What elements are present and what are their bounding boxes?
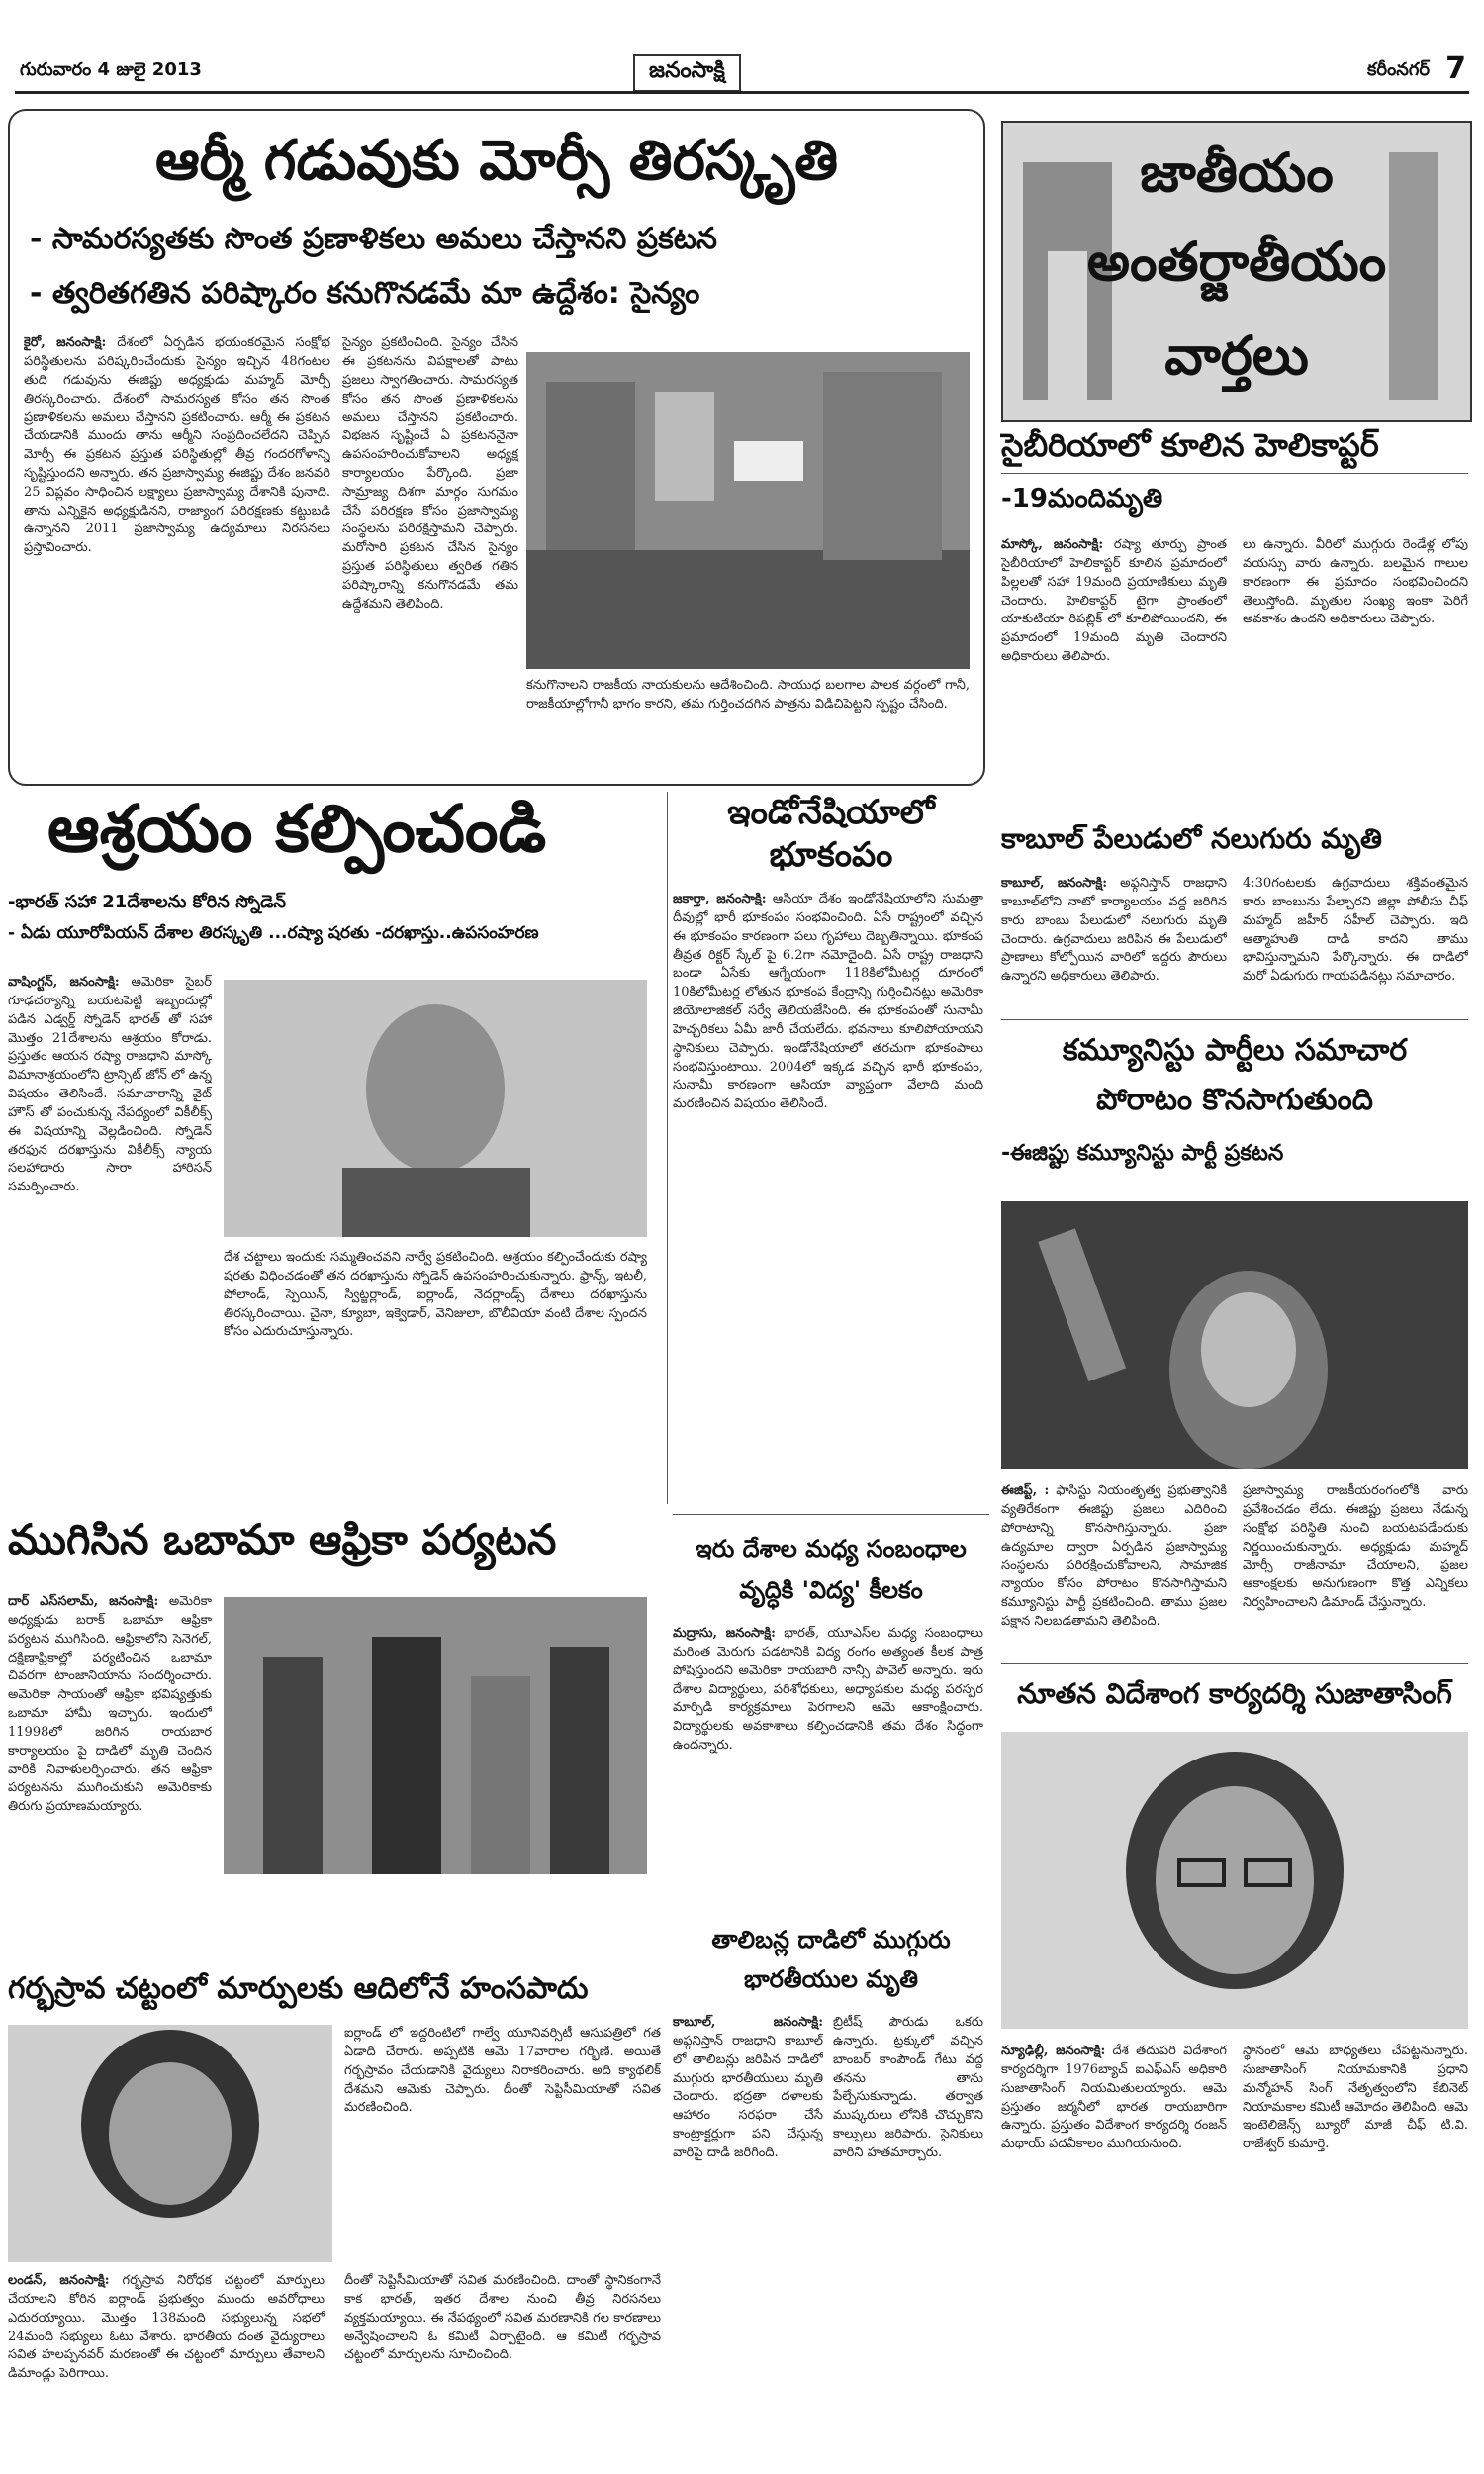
communist-dateline: ఈజిప్ట్, : [1001,1483,1050,1498]
egypt-story [8,109,985,786]
indonesia-story [673,792,989,1504]
kabul-headline: కాబూల్ పేలుడులో నలుగురు మృతి [1001,822,1382,855]
communist-column-1 [1001,1482,1227,1651]
badge-line-2: అంతర్జాతీయం [1086,231,1387,293]
obama-column-1 [8,1593,212,1950]
snowden-text-1: అమెరికా సైబర్ గూఢచర్యాన్ని బయటపెట్టి ఇబ్బందుల్లో పడిన ఎడ్వర్డ్ స్నోడెన్ భారత్ తో సహా మొత్తం 21దేశాలను ఆశ్రయం కోరాడు. ప్రస్తుతం ఆయన రష్యా రాజధాని మాస్కో విమానాశ్రయంలోని ట్రాన్సిట్ జోన్ లో ఉన్న విషయం తెలిసిందే. సమాచారాన్ని వైట్ హౌస్ తో పంచుకున్న నేపథ్యంలో వికీలీక్స్ ఈ విషయాన్ని వెల్లడించింది. స్నోడెన్ తరఫున దరఖాస్తును వికీలీక్స్ న్యాయ సలహాదారు సారా హారిసన్ సమర్పించారు. [8,975,212,1195]
india-us-column-1 [673,1625,983,1902]
egypt-dateline: కైరో, జనంసాక్షి: [24,335,107,350]
abortion-story [8,1969,661,2464]
sujatha-text-2: స్థానంలో ఆమె బాధ్యతలు చేపట్టనున్నారు. సుజాతాసింగ్ నియామకానికి ప్రధాని మన్మోహన్ సింగ్ నేతృత్వంలోని కేబినెట్ నియామకాల కమిటీ ఆమోదం తెలిపింది. ఆమె ఇంటెలిజెన్స్ బ్యూరో మాజీ చీఫ్ టి.వి. రాజేశ్వర్ కుమార్తె. [1243,2044,1468,2152]
abortion-column-3 [344,2272,661,2460]
sujatha-column-2 [1243,2043,1468,2458]
snowden-photo [224,980,647,1237]
egypt-column-2 [342,334,518,770]
obama-photo [224,1597,647,1874]
kabul-story [1001,821,1468,1009]
egypt-subheadline-1: - సామరస్యతకు సొంత ప్రణాళికలు అమలు చేస్తానని ప్రకటన [30,222,717,256]
egypt-subheadline-2: - త్వరితగతిన పరిష్కారం కనుగొనడమే మా ఉద్దేశం: సైన్యం [30,276,700,311]
siberia-column-2 [1243,536,1468,813]
sujatha-photo [1001,1732,1468,2029]
siberia-text-2: లు ఉన్నారు. వీరిలో ముగ్గురు రెండేళ్ల లోపు వయస్సు వారు ఉన్నారు. బలమైన గాలుల కారణంగా ఈ ప్రమాదం సంభవించిందని తెలుస్తోంది. మృతుల సంఖ్య ఇంకా పెరిగే అవకాశం ఉందని అధికారులు చెప్పారు. [1243,537,1468,627]
indonesia-text-1: ఆసియా దేశం ఇండోనేషియాలోని సుమత్రా దీవుల్లో భారీ భూకంపం సంభవించింది. ఏసే రాష్ట్రంలో వచ్చిన ఈ భూకంపం కారణంగా పలు గృహాలు దెబ్బతిన్నాయి. భూకంప తీవ్రత రిక్టర్ స్కేల్ పై 6.2గా నమోదైంది. ఏసే రాష్ట్ర రాజధాని బండా ఏసేకు ఆగ్నేయంగా 118కిలోమీటర్ల దూరంలో 10కిలోమీటర్ల లోతున భూకంప కేంద్రాన్ని గుర్తించినట్లు అమెరికా జియోలాజికల్ సర్వే తెలియజేసింది. ఈ భూకంపంతో సునామీ హెచ్చరికలు ఏమీ జారీ చేయలేదు. భవనాలు కూలిపోయాయని స్థానికులు చెప్పారు. ఇండోనేషియాలో తరచుగా భూకంపాలు సంభవిస్తుంటాయి. 2004లో ఇక్కడ వచ్చిన భారీ భూకంపం, సునామీ కారణంగా ఆసియా వ్యాప్తంగా వేలాది మంది మరణించిన విషయం తెలిసిందే. [673,892,983,1112]
taliban-column-1 [673,2014,823,2182]
siberia-column-1 [1001,536,1227,813]
siberia-rule [1001,473,1468,474]
snowden-dateline: వాషింగ్టన్, జనంసాక్షి: [8,975,120,990]
snowden-text-2: దేశ చట్టాలు ఇందుకు సమ్మతించవని నార్వే ప్రకటించింది. ఆశ్రయం కల్పించేందుకు రష్యా షరతు విధించడంతో తన దరఖాస్తును స్నోడెన్ ఉపసంహరించుకున్నారు. ఫ్రాన్స్, ఇటలీ, పోలాండ్, స్పెయిన్, స్విట్జర్లాండ్, ఐర్లాండ్, నెదర్లాండ్స్ దేశాలు దరఖాస్తును తిరస్కరించాయి. చైనా, క్యూబా, ఇక్వెడార్, వెనిజులా, బొలీవియా వంటి దేశాల స్పందన కోసం ఎదురుచూస్తున్నారు. [224,1250,647,1340]
sujatha-dateline: న్యూఢిల్లీ, జనంసాక్షి: [1001,2044,1106,2058]
abortion-text-1: గర్భస్రావ నిరోధక చట్టంలో మార్పులు చేయాలని కోరిన ఐర్లాండ్ ప్రభుత్వం ముందు అవరోధాలు ఎదురయ్యాయి. మొత్తం 138మంది సభ్యులున్న సభలో 24మంది సభ్యులు ఓటు వేశారు. భారతీయ దంత వైద్యురాలు సవిత హలప్పనవర్ మరణంతో ఈ చట్టంలో మార్పులు తేవాలని డిమాండ్లు పెరిగాయి. [8,2273,325,2382]
indonesia-dateline: జకార్తా, జనంసాక్షి: [673,892,767,906]
snowden-column-1 [8,974,212,1488]
snowden-subheadline-2: - ఏడు యూరోపియన్ దేశాల తిరస్కృతి ...రష్యా షరతు -దరఖాస్తు..ఉపసంహరణ [8,923,539,943]
badge-line-3: వార్తలు [1164,325,1309,387]
snowden-subheadline-1: -భారత్ సహా 21దేశాలను కోరిన స్నోడెన్ [8,892,287,912]
kabul-dateline: కాబూల్, జనంసాక్షి: [1001,876,1108,891]
egypt-text-1: దేశంలో ఏర్పడిన భయంకరమైన సంక్షోభ పరిస్థితులను పరిష్కరించేందుకు సైన్యం ఇచ్చిన 48గంటల తుది గడువును ఈజిప్టు అధ్యక్షుడు మహ్మద్ మోర్సీ తిరస్కరించారు. దేశంలో సామరస్యత కోసం తన సొంత ప్రణాళికలను అమలు చేస్తానని ప్రకటించారు. ఆర్మీ ఈ ప్రకటన చేయడానికి ముందు తాను ఆర్మీని సంప్రదించలేదని చెప్పిన మోర్సీ ఈ ప్రకటన ప్రస్తుత పరిస్థితుల్లో తీవ్ర గందరగోళాన్ని సృష్టిస్తుందని అన్నారు. తన ప్రజాస్వామ్య ఈజిప్టు దేశం జనవరి 25 విప్లవం సాధించిన లక్ష్యాలు ప్రజాస్వామ్య దేశానికి పునాది. తాను ఎన్నికైన అధ్యక్షుడినని, రాజ్యాంగ పరిరక్షణకు కట్టుబడి ఉన్నానని 2011 ప్రజాస్వామ్య ఉద్యమాలు నిరసనలు ప్రస్తావించారు. [24,335,330,556]
group-portrait-icon [224,1597,647,1874]
taliban-story [673,1925,989,2192]
savita-photo [8,2025,332,2262]
snowden-column-2 [224,1249,647,1486]
kabul-text-2: 4:30గంటలకు ఉగ్రవాదులు శక్తివంతమైన కారు బాంబును పేల్చారని జిల్లా పోలీసు చీఫ్ మహ్మద్ జహీర్ సహీల్ చెప్పారు. ఇది ఆత్మాహుతి దాడి కాదని తాము భావిస్తున్నామని పేర్కొన్నారు. ఈ దాడిలో మరో ఏడుగురు గాయపడినట్లు సమాచారం. [1243,876,1468,985]
indonesia-divider [667,792,668,1504]
communist-column-2 [1243,1482,1468,1651]
communist-text-1: ఫాసిస్టు నియంతృత్వ ప్రభుత్వానికి వ్యతిరేకంగా ఈజిప్టు ప్రజలు ఎదిరించి పోరాటాన్ని కొనసాగిస్తున్నారు. ప్రజా ఉద్యమాల ద్వారా ఏర్పడిన ప్రజాస్వామ్య సంస్థలను పరిరక్షించుకోవాలని, సామాజిక న్యాయం కోసం పోరాటం కొనసాగిస్తామని కమ్యూనిస్టు పార్టీ ప్రకటించింది. తాము ప్రజల పక్షాన నిలబడతామని తెలిపింది. [1001,1483,1227,1629]
woman-portrait-icon [8,2025,332,2262]
egypt-column-3 [526,677,970,776]
india-us-story [673,1514,989,1910]
abortion-headline: గర్భస్రావ చట్టంలో మార్పులకు ఆదిలోనే హంసపాదు [8,1971,589,2006]
indonesia-column-1 [673,891,983,1494]
kabul-text-1: అఫ్గనిస్తాన్ రాజధాని కాబూల్‌లోని నాటో కార్యాలయం వద్ద జరిగిన కారు బాంబు పేలుడులో నలుగురు మృతి చెందారు. ఉగ్రవాదులు జరిపిన ఈ పేలుడులో ప్రాణాలు కోల్పోయిన వారిలో ఇద్దరు పౌరులు ఉన్నారని అధికారులు తెలిపారు. [1001,876,1227,985]
sujatha-story [1001,1663,1468,2464]
taliban-dateline: కాబూల్, జనంసాక్షి: [673,2015,823,2030]
portrait-icon [224,980,647,1237]
india-us-text-1: భారత్, యూఎస్‌ల మధ్య సంబంధాలు మరింత మెరుగు పడటానికి విద్య రంగం అత్యంత కీలక పాత్ర పోషిస్తుందని అమెరికా రాయబారి నాన్సీ పావెల్ అన్నారు. ఇరు దేశాల విద్యార్థులు, పరిశోధకులు, అధ్యాపకుల మధ్య పరస్పర మార్పిడి కార్యక్రమాలు పెరగాలని ఆమె ఆకాంక్షించారు. విద్యార్థులకు అవకాశాలు కల్పించడానికి తమ దేశం సిద్ధంగా ఉందన్నారు. [673,1626,983,1754]
taliban-headline-1: తాలిబన్ల దాడిలో ముగ్గురు [711,1926,951,1953]
india-us-dateline: మద్రాసు, జనంసాక్షి: [673,1626,776,1641]
communist-headline-1: కమ్యూనిస్టు పార్టీలు సమాచార [1062,1033,1408,1068]
sujatha-column-1 [1001,2043,1227,2458]
egypt-headline: ఆర్మీ గడువుకు మోర్సీ తిరస్కృతి [154,129,839,193]
taliban-text-2: బ్రిటీష్ పౌరుడు ఒకరు ఉన్నారు. ట్రక్కులో వచ్చిన బాంబర్ కాంపౌండ్ గేటు వద్ద తనను తాను పేల్చేసుకున్నాడు. తర్వాత ముష్కరులు లోనికి చొచ్చుకొని కాల్పులు జరిపారు. సైనికులు వారిని హతమార్చారు. [833,2015,983,2160]
communist-story [1001,1019,1468,1653]
section-badge [1001,121,1472,422]
taliban-headline-2: భారతీయుల మృతి [743,1965,919,1993]
abortion-text-2: ఐర్లాండ్ లో ఇద్దరింటిలో గాల్వే యూనివర్సిటీ ఆసుపత్రిలో గత ఏడాది చేరారు. అప్పటికి ఆమె 17వారాల గర్భిణి. అయితే గర్భస్రావం చేయడానికి వైద్యులు నిరాకరించారు. అది క్యాథలిక్ దేశమని ఆమెకు చెప్పారు. దీంతో సెప్టిసీమియాతో సవిత మరణించింది. [344,2026,661,2116]
egypt-text-3: కనుగొనాలని రాజకీయ నాయకులను ఆదేశించింది. సాయుధ బలగాల పాలక వర్గంలో గానీ, రాజకీయాల్లోగానీ భాగం కారని, తమ గుర్తించదగిన పాత్రను విడిచిపెట్టని స్పష్టం చేసింది. [526,678,970,712]
abortion-dateline: లండన్, జనంసాక్షి: [8,2273,110,2288]
siberia-dateline: మాస్కో, జనంసాక్షి: [1001,537,1104,552]
masthead-logo: జనంసాక్షి [633,54,741,92]
abortion-text-3: దీంతో సెప్టిసీమియాతో సవిత మరణించింది. దాంతో స్థానికంగానే కాక భారత్, ఇతర దేశాల నుంచి తీవ్ర నిరసనలు వ్యక్తమయ్యాయి. ఈ నేపథ్యంలో సవిత మరణానికి గల కారణాలు అన్వేషించాలని ఓ కమిటీ ఏర్పాటైంది. ఆ కమిటీ గర్భస్రావ చట్టంలో మార్పులను సూచించింది. [344,2273,661,2363]
sujatha-headline: నూతన విదేశాంగ కార్యదర్శి సుజాతాసింగ్ [1017,1677,1452,1710]
india-us-rule [673,1514,989,1515]
issue-date: గురువారం 4 జులై 2013 [20,59,202,80]
sujatha-text-1: దేశ తదుపరి విదేశాంగ కార్యదర్శిగా 1976బ్యాచ్ ఐఎఫ్‌ఎస్ అధికారి సుజాతాసింగ్ నియమితులయ్యారు. ఆమె ప్రస్తుతం జర్మనీలో భారత రాయబారిగా ఉన్నారు. ప్రస్తుతం విదేశాంగ కార్యదర్శి రంజన్ మథాయ్ పదవీకాలం ముగియనుంది. [1001,2044,1227,2152]
protest-crowd-icon [526,352,970,669]
header-rule [15,91,1469,94]
siberia-subheadline: -19మందిమృతి [1001,484,1163,514]
communist-top-rule [1001,1019,1468,1020]
snowden-story [8,792,661,1504]
snowden-headline: ఆశ్రయం కల్పించండి [47,791,547,867]
kabul-column-1 [1001,875,1227,1003]
kabul-column-2 [1243,875,1468,1003]
sujatha-rule [1001,1663,1468,1664]
woman-with-glasses-icon [1001,1732,1468,2029]
obama-story [8,1514,661,1959]
protest-woman-photo [1001,1201,1468,1469]
taliban-text-1: అఫ్గనిస్తాన్ రాజధాని కాబూల్ లో తాలిబన్లు జరిపిన దాడిలో ముగ్గురు భారతీయులు మృతి చెందారు. భద్రతా దళాలకు ఆహారం సరఫరా చేసే కాంట్రాక్టర్లుగా పని చేస్తున్న వారిపై దాడి జరిగింది. [673,2033,823,2160]
indonesia-headline: ఇండోనేషియాలో భూకంపం [727,793,935,875]
egypt-protest-photo [526,352,970,669]
egypt-column-1 [24,334,330,770]
badge-line-1: జాతీయం [1140,142,1334,204]
siberia-story [1001,426,1468,821]
obama-text-1: అమెరికా అధ్యక్షుడు బరాక్ ఒబామా ఆఫ్రికా పర్యటన ముగిసింది. ఆఫ్రికాలోని సెనెగల్, దక్షిణాఫ్రికాల్లో పర్యటించిన ఒబామా చివరగా టాంజానియాను సందర్శించారు. అమెరికా సాయంతో ఆఫ్రికా భవిష్యత్తుకు ఒబామా హామీ ఇచ్చారు. ఇందులో 11998లో జరిగిన రాయబార కార్యాలయం పై దాడిలో మృతి చెందిన వారికి నివాళులర్పించారు. తన ఆఫ్రికా పర్యటనను ముగించుకుని అమెరికాకు తిరుగు ప్రయాణమయ్యారు. [8,1594,212,1815]
taliban-column-2 [833,2014,983,2182]
egypt-text-2: సైన్యం ప్రకటించింది. సైన్యం చేసిన ఈ ప్రకటనను విపక్షాలతో పాటు ప్రజలు స్వాగతించారు. సామరస్యత కోసం తన సొంత ప్రణాళికలను అమలు చేస్తానని ప్రకటించారు. విభజన సృష్టించే ఏ ప్రకటననైనా ఉపసంహరించుకోవాలని అధ్యక్ష కార్యాలయం పేర్కొంది. ప్రజా సామ్రాజ్య దిశగా మార్గం సుగమం చేసే పరిరక్షణ కోసం ప్రజాస్వామ్య సంస్థలను పరిరక్షిస్తామని చెప్పారు. మరోసారి ప్రకటన చేసిన సైన్యం ప్రస్తుత పరిస్థితులు త్వరిత గతిన పరిష్కారాన్ని కనుగొనడమే తమ ఉద్దేశమని తెలిపింది. [342,335,518,612]
communist-subheadline: -ఈజిప్టు కమ్యూనిస్టు పార్టీ ప్రకటన [1001,1141,1284,1166]
india-us-headline-2: వృద్ధికి 'విద్య' కీలకం [739,1576,923,1604]
india-us-headline-1: ఇరు దేశాల మధ్య సంబంధాల [696,1535,967,1563]
abortion-column-2 [344,2025,661,2262]
abortion-column-1 [8,2272,325,2460]
page-number: 7 [1445,51,1466,86]
page-header [0,0,1484,109]
communist-text-2: ప్రజాస్వామ్య రాజకీయరంగంలోకి వారు ప్రవేశించడం లేదు. ఈజిప్టు ప్రజలు నేడున్న సంక్షోభ పరిస్థితి నుంచి బయటపడేందుకు నిర్ణయించుకున్నారు. అధ్యక్షుడు మహ్మద్ మోర్సీ రాజీనామా చేయాలని, ప్రజల ఆకాంక్షలకు అనుగుణంగా కొత్త ఎన్నికలు నిర్వహించాలని డిమాండ్ చేస్తున్నారు. [1243,1483,1468,1611]
section-name: కరీంనగర్ [1367,59,1430,80]
siberia-headline: సైబీరియాలో కూలిన హెలికాప్టర్ [1001,427,1379,464]
communist-headline-2: పోరాటం కొనసాగుతుంది [1096,1083,1373,1117]
obama-dateline: దార్ ఎస్‌సలామ్, జనంసాక్షి: [8,1594,159,1609]
obama-headline: ముగిసిన ఒబామా ఆఫ్రికా పర్యటన [8,1515,557,1564]
siberia-text-1: రష్యా తూర్పు ప్రాంత సైబీరియాలో హెలికాప్టర్ కూలిన ప్రమాదంలో పిల్లలతో సహా 19మంది ప్రయాణికులు మృతి చెందారు. హెలికాప్టర్ టైగా ప్రాంతంలో యాకుటియా రిపబ్లిక్ లో కూలిపోయిందని, ఈ ప్రమాదంలో 19మంది మృతి చెందారని అధికారులు తెలిపారు. [1001,537,1227,665]
protester-icon [1001,1201,1468,1469]
